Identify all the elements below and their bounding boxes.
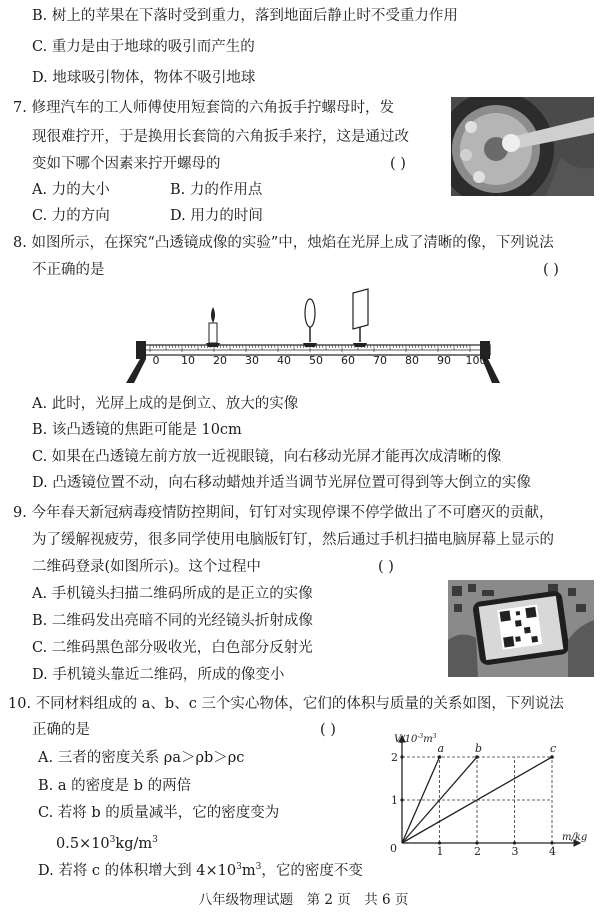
q7-option-b: B. 力的作用点 (170, 182, 263, 198)
q7-stem-line1: 7. 修理汽车的工人师傅使用短套筒的六角扳手拧螺母时，发 (13, 100, 394, 116)
q8-option-b: B. 该凸透镜的焦距可能是 10cm (32, 422, 242, 438)
series-label-a: a (437, 742, 445, 755)
ruler-tick-label: 60 (341, 354, 355, 367)
q7-answer-paren: ( ) (390, 156, 406, 172)
ruler-tick-label: 30 (245, 354, 259, 367)
x-tick-label: 4 (549, 845, 556, 858)
q9-option-d: D. 手机镜头靠近二维码，所成的像变小 (32, 667, 285, 683)
q7-option-d: D. 用力的时间 (170, 208, 263, 224)
q8-stem-line2: 不正确的是 (32, 262, 105, 278)
q8-option-a: A. 此时，光屏上成的是倒立、放大的实像 (32, 396, 299, 412)
q6-option-b: B. 树上的苹果在下落时受到重力，落到地面后静止时不受重力作用 (32, 8, 458, 24)
q9-stem-line2: 为了缓解视疲劳，很多同学使用电脑版钉钉，然后通过手机扫描电脑屏幕上显示的 (32, 532, 554, 548)
ruler-tick-label: 100 (465, 354, 487, 367)
q7-stem-line3: 变如下哪个因素来拧开螺母的 (32, 156, 221, 172)
q9-option-b: B. 二维码发出亮暗不同的光经镜头折射成像 (32, 613, 313, 629)
origin-label: 0 (390, 842, 397, 855)
ruler-tick-label: 40 (277, 354, 291, 367)
y-tick-mark (400, 755, 403, 758)
series-point-b (475, 755, 479, 759)
ruler-tick-label: 20 (213, 354, 227, 367)
phone-qr-scan-photo (448, 580, 594, 677)
q6-option-d: D. 地球吸引物体，物体不吸引地球 (32, 70, 256, 86)
y-tick-label: 2 (391, 751, 398, 764)
ruler-tick-label: 70 (373, 354, 387, 367)
x-tick-label: 3 (511, 845, 519, 858)
y-tick-mark (400, 798, 403, 801)
y-axis-label: $V/10^{-3}m^3$ (394, 733, 437, 745)
q10-option-d: D. 若将 c 的体积增大到 $4\times 10^3m^3$，它的密度不变 (38, 862, 363, 879)
ruler-tick-label: 90 (437, 354, 451, 367)
q6-option-c: C. 重力是由于地球的吸引而产生的 (32, 39, 255, 55)
series-point-a (438, 755, 442, 759)
q7-option-a: A. 力的大小 (32, 182, 110, 198)
q9-option-c: C. 二维码黑色部分吸收光，白色部分反射光 (32, 640, 313, 656)
series-point-c (550, 755, 554, 759)
q7-stem-line2: 现很难拧开，于是换用长套筒的六角扳手来拧，这是通过改 (32, 129, 409, 145)
x-tick-label: 2 (474, 845, 481, 858)
wrench-wheel-photo (451, 97, 594, 196)
q10-option-c-value: $0.5\times 10^3kg/m^3$ (56, 835, 158, 852)
q10-option-a: A. 三者的密度关系 ρa＞ρb＞ρc (38, 750, 245, 766)
x-tick-label: 1 (436, 845, 444, 858)
q9-stem-line1: 9. 今年春天新冠病毒疫情防控期间，钉钉对实现停课不停学做出了不可磨灭的贡献， (13, 505, 554, 521)
q8-stem-line1: 8. 如图所示，在探究“凸透镜成像的实验”中，烛焰在光屏上成了清晰的像，下列说法 (13, 235, 554, 251)
q9-answer-paren: ( ) (378, 559, 394, 575)
q10-stem-line2: 正确的是 (32, 722, 90, 738)
ruler-tick-label: 10 (181, 354, 195, 367)
q9-stem-line3: 二维码登录(如图所示)。这个过程中 (32, 559, 261, 575)
q10-stem-line1: 10. 不同材料组成的 a、b、c 三个实心物体，它们的体积与质量的关系如图，下列说法 (8, 696, 564, 712)
q8-answer-paren: ( ) (543, 262, 559, 278)
y-tick-label: 1 (391, 794, 398, 807)
volume-mass-chart (380, 728, 595, 863)
q10-option-b: B. a 的密度是 b 的两倍 (38, 778, 192, 794)
optical-bench-figure (118, 285, 508, 385)
q8-option-c: C. 如果在凸透镜左前方放一近视眼镜，向右移动光屏才能再次成清晰的像 (32, 449, 502, 465)
page-footer: 八年级物理试题 第 2 页 共 6 页 (198, 892, 409, 908)
q7-option-c: C. 力的方向 (32, 208, 110, 224)
series-label-c: c (550, 742, 557, 755)
q10-answer-paren: ( ) (320, 722, 336, 738)
q8-option-d: D. 凸透镜位置不动，向右移动蜡烛并适当调节光屏位置可得到等大倒立的实像 (32, 475, 531, 491)
ruler-tick-label: 50 (309, 354, 323, 367)
ruler-tick-label: 0 (152, 354, 160, 367)
q9-option-a: A. 手机镜头扫描二维码所成的是正立的实像 (32, 586, 313, 602)
ruler-tick-label: 80 (405, 354, 419, 367)
series-label-b: b (475, 742, 483, 755)
q10-option-c: C. 若将 b 的质量减半，它的密度变为 (38, 805, 280, 821)
x-axis-label: m/kg (562, 832, 588, 843)
